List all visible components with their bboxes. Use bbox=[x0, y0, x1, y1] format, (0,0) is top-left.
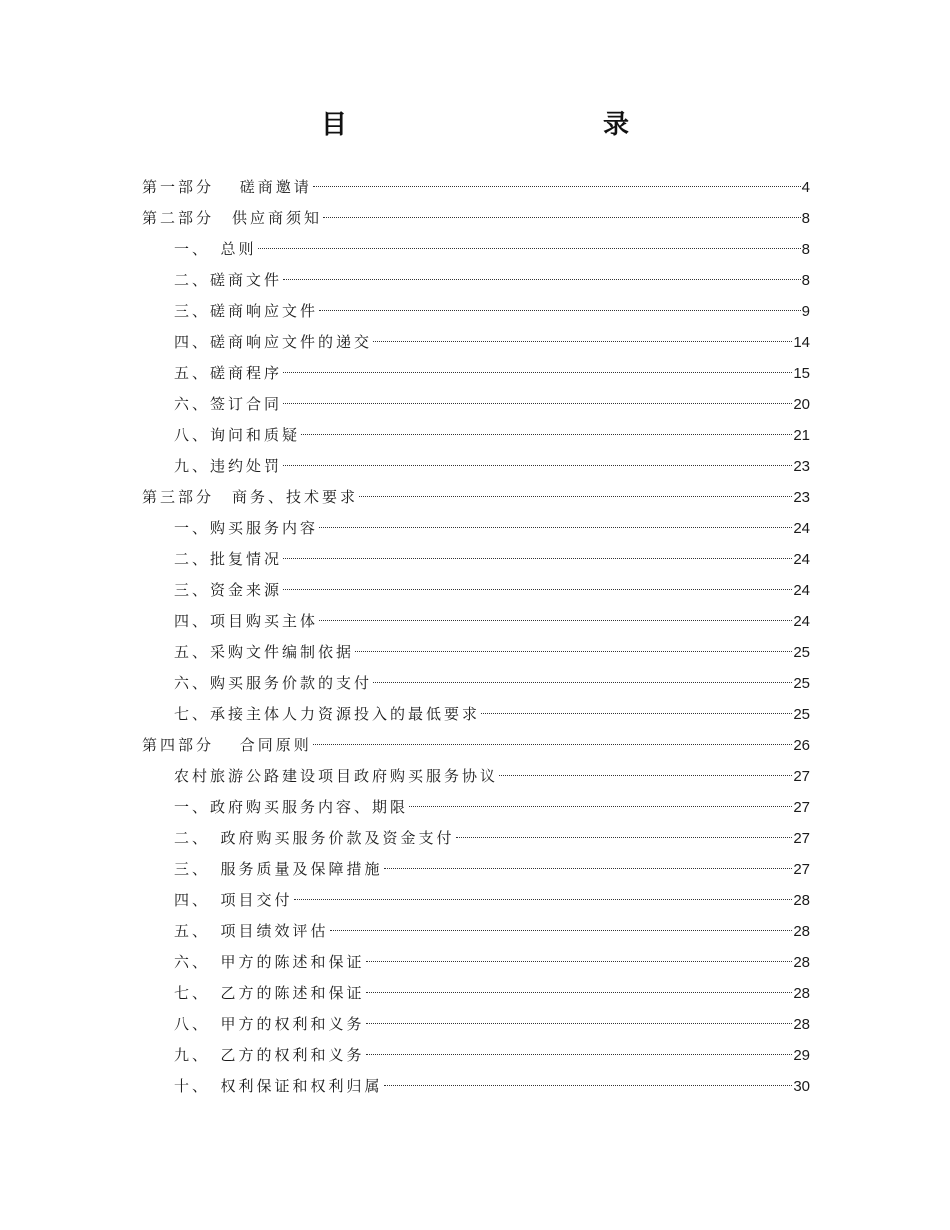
toc-subsection-entry[interactable] bbox=[142, 575, 810, 606]
toc-subsection-entry[interactable] bbox=[142, 234, 810, 265]
toc-dot-leader bbox=[409, 806, 792, 807]
toc-dot-leader bbox=[283, 465, 792, 466]
toc-page-number: 25 bbox=[793, 675, 810, 692]
toc-page-number: 27 bbox=[793, 830, 810, 847]
toc-subsection-entry[interactable] bbox=[142, 637, 810, 668]
toc-page-number: 8 bbox=[801, 272, 810, 289]
toc-dot-leader bbox=[384, 868, 793, 869]
toc-dot-leader bbox=[366, 1054, 793, 1055]
toc-entry-label: 十、 权利保证和权利归属 bbox=[174, 1077, 383, 1095]
toc-entry-label: 第二部分 供应商须知 bbox=[142, 209, 323, 227]
toc-page-number: 28 bbox=[793, 892, 810, 909]
toc-entry-label: 六、 甲方的陈述和保证 bbox=[174, 953, 365, 971]
toc-dot-leader bbox=[319, 527, 792, 528]
toc-entry-label: 一、 总则 bbox=[174, 240, 257, 258]
toc-dot-leader bbox=[373, 341, 792, 342]
toc-entry-label: 一、政府购买服务内容、期限 bbox=[174, 798, 409, 816]
toc-page-number: 24 bbox=[793, 613, 810, 630]
toc-entry-label: 第三部分 商务、技术要求 bbox=[142, 488, 359, 506]
toc-subsection-entry[interactable] bbox=[142, 420, 810, 451]
toc-entry-label: 六、签订合同 bbox=[174, 395, 283, 413]
toc-dot-leader bbox=[283, 279, 801, 280]
toc-page-number: 23 bbox=[793, 458, 810, 475]
toc-section-entry[interactable] bbox=[142, 203, 810, 234]
page-title: 目 录 bbox=[320, 110, 697, 140]
toc-entry-label: 二、 政府购买服务价款及资金支付 bbox=[174, 829, 455, 847]
toc-subsection-entry[interactable] bbox=[142, 389, 810, 420]
toc-dot-leader bbox=[456, 837, 793, 838]
toc-subsection-entry[interactable] bbox=[142, 1009, 810, 1040]
toc-dot-leader bbox=[301, 434, 792, 435]
toc-entry-label: 农村旅游公路建设项目政府购买服务协议 bbox=[174, 767, 499, 785]
toc-entry-label: 九、违约处罚 bbox=[174, 457, 283, 475]
toc-entry-label: 八、 甲方的权利和义务 bbox=[174, 1015, 365, 1033]
toc-entry-label: 三、资金来源 bbox=[174, 581, 283, 599]
toc-dot-leader bbox=[319, 310, 801, 311]
toc-subsection-entry[interactable] bbox=[142, 327, 810, 358]
toc-entry-label: 三、磋商响应文件 bbox=[174, 302, 319, 320]
toc-entry-label: 五、磋商程序 bbox=[174, 364, 283, 382]
toc-page-number: 27 bbox=[793, 861, 810, 878]
toc-entry-label: 二、批复情况 bbox=[174, 550, 283, 568]
toc-subsection-entry[interactable] bbox=[142, 513, 810, 544]
toc-page-number: 8 bbox=[801, 241, 810, 258]
toc-dot-leader bbox=[481, 713, 792, 714]
toc-entry-label: 七、 乙方的陈述和保证 bbox=[174, 984, 365, 1002]
toc-entry-label: 六、购买服务价款的支付 bbox=[174, 674, 373, 692]
toc-dot-leader bbox=[499, 775, 792, 776]
toc-page-number: 30 bbox=[793, 1078, 810, 1095]
toc-page-number: 8 bbox=[801, 210, 810, 227]
toc-entry-label: 一、购买服务内容 bbox=[174, 519, 319, 537]
toc-entry-label: 七、承接主体人力资源投入的最低要求 bbox=[174, 705, 481, 723]
toc-page-number: 29 bbox=[793, 1047, 810, 1064]
toc-page-number: 28 bbox=[793, 923, 810, 940]
toc-page-number: 27 bbox=[793, 768, 810, 785]
toc-dot-leader bbox=[283, 403, 792, 404]
toc-entry-label: 第四部分 合同原则 bbox=[142, 736, 312, 754]
toc-page-number: 14 bbox=[793, 334, 810, 351]
toc-section-entry[interactable] bbox=[142, 172, 810, 203]
toc-subsection-entry[interactable] bbox=[142, 544, 810, 575]
toc-subsection-entry[interactable] bbox=[142, 699, 810, 730]
toc-section-entry[interactable] bbox=[142, 482, 810, 513]
toc-page-number: 26 bbox=[793, 737, 810, 754]
toc-entry-label: 五、 项目绩效评估 bbox=[174, 922, 329, 940]
toc-subsection-entry[interactable] bbox=[142, 947, 810, 978]
toc-subsection-entry[interactable] bbox=[142, 916, 810, 947]
toc-entry-label: 四、项目购买主体 bbox=[174, 612, 319, 630]
toc-page-number: 24 bbox=[793, 582, 810, 599]
toc-entry-label: 九、 乙方的权利和义务 bbox=[174, 1046, 365, 1064]
toc-dot-leader bbox=[283, 558, 792, 559]
toc-subsection-entry[interactable] bbox=[142, 1071, 810, 1102]
toc-page-number: 24 bbox=[793, 520, 810, 537]
toc-page-number: 21 bbox=[793, 427, 810, 444]
toc-dot-leader bbox=[366, 1023, 793, 1024]
toc-subsection-entry[interactable] bbox=[142, 296, 810, 327]
toc-page-number: 28 bbox=[793, 954, 810, 971]
toc-page-number: 15 bbox=[793, 365, 810, 382]
toc-entry-label: 五、采购文件编制依据 bbox=[174, 643, 355, 661]
toc-page-number: 25 bbox=[793, 706, 810, 723]
toc-dot-leader bbox=[283, 372, 792, 373]
toc-dot-leader bbox=[323, 217, 801, 218]
toc-entry-label: 二、磋商文件 bbox=[174, 271, 283, 289]
toc-subsection-entry[interactable] bbox=[142, 885, 810, 916]
toc-dot-leader bbox=[359, 496, 792, 497]
toc-page-number: 9 bbox=[801, 303, 810, 320]
toc-subsection-entry[interactable] bbox=[142, 668, 810, 699]
toc-dot-leader bbox=[313, 744, 793, 745]
toc-section-entry[interactable] bbox=[142, 730, 810, 761]
toc-dot-leader bbox=[373, 682, 792, 683]
toc-dot-leader bbox=[319, 620, 792, 621]
toc-subsection-entry[interactable] bbox=[142, 761, 810, 792]
toc-subsection-entry[interactable] bbox=[142, 1040, 810, 1071]
toc-subsection-entry[interactable] bbox=[142, 854, 810, 885]
toc-entry-label: 四、 项目交付 bbox=[174, 891, 293, 909]
toc-dot-leader bbox=[366, 961, 793, 962]
toc-page-number: 4 bbox=[801, 179, 810, 196]
toc-subsection-entry[interactable] bbox=[142, 792, 810, 823]
toc-subsection-entry[interactable] bbox=[142, 978, 810, 1009]
toc-dot-leader bbox=[355, 651, 792, 652]
toc-subsection-entry[interactable] bbox=[142, 823, 810, 854]
toc-subsection-entry[interactable] bbox=[142, 265, 810, 296]
toc-page-number: 20 bbox=[793, 396, 810, 413]
toc-dot-leader bbox=[313, 186, 801, 187]
toc-page-number: 24 bbox=[793, 551, 810, 568]
toc-entry-label: 三、 服务质量及保障措施 bbox=[174, 860, 383, 878]
toc-subsection-entry[interactable] bbox=[142, 358, 810, 389]
toc-subsection-entry[interactable] bbox=[142, 451, 810, 482]
toc-dot-leader bbox=[330, 930, 793, 931]
toc-dot-leader bbox=[258, 248, 801, 249]
toc-page-number: 27 bbox=[793, 799, 810, 816]
toc-entry-label: 第一部分 磋商邀请 bbox=[142, 178, 312, 196]
toc-page-number: 28 bbox=[793, 985, 810, 1002]
toc-subsection-entry[interactable] bbox=[142, 606, 810, 637]
toc-dot-leader bbox=[384, 1085, 793, 1086]
table-of-contents bbox=[142, 172, 810, 1102]
toc-page-number: 25 bbox=[793, 644, 810, 661]
toc-dot-leader bbox=[294, 899, 793, 900]
toc-entry-label: 八、询问和质疑 bbox=[174, 426, 301, 444]
toc-page-number: 23 bbox=[793, 489, 810, 506]
toc-dot-leader bbox=[283, 589, 792, 590]
toc-entry-label: 四、磋商响应文件的递交 bbox=[174, 333, 373, 351]
toc-dot-leader bbox=[366, 992, 793, 993]
toc-page-number: 28 bbox=[793, 1016, 810, 1033]
